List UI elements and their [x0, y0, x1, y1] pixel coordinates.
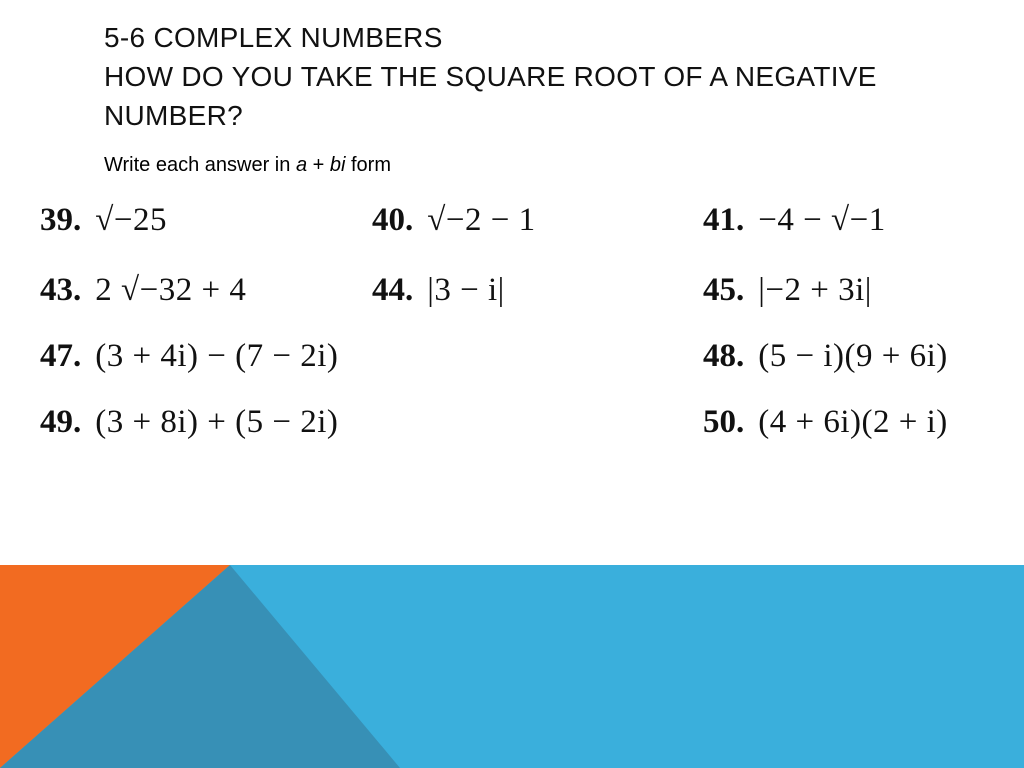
problem-number: 40. [372, 201, 414, 238]
problem-number: 49. [40, 403, 82, 440]
problem-45 [703, 270, 872, 310]
problem-number: 45. [703, 271, 745, 308]
problem-expression: |3 − i| [427, 271, 505, 308]
instruction-prefix: Write each answer in [104, 154, 296, 176]
title-line-1: 5-6 COMPLEX NUMBERS [104, 22, 443, 53]
problem-number: 50. [703, 403, 745, 440]
problem-number: 41. [703, 201, 745, 238]
problem-expression: √−2 − 1 [427, 201, 536, 238]
problem-expression: −4 − √−1 [758, 201, 886, 238]
problem-50 [703, 402, 948, 442]
problem-expression: 2 √−32 + 4 [95, 271, 247, 308]
problem-expression: |−2 + 3i| [758, 271, 872, 308]
decorative-footer [0, 565, 1024, 768]
problem-number: 43. [40, 271, 82, 308]
problem-number: 47. [40, 337, 82, 374]
instruction-text [104, 154, 391, 177]
problem-expression: (3 + 4i) − (7 − 2i) [95, 337, 339, 374]
problem-number: 39. [40, 201, 82, 238]
problem-expression: (4 + 6i)(2 + i) [758, 403, 948, 440]
problem-41 [703, 200, 886, 240]
problem-expression: √−25 [95, 201, 167, 238]
problem-expression: (3 + 8i) + (5 − 2i) [95, 403, 339, 440]
instruction-bi: bi [329, 154, 346, 176]
problem-40 [372, 200, 536, 240]
problem-49 [40, 402, 338, 442]
problem-48 [703, 336, 948, 376]
title-line-2: HOW DO YOU TAKE THE SQUARE ROOT OF A NEGATIVE NUMBER? [104, 61, 877, 131]
problem-number: 44. [372, 271, 414, 308]
problem-39 [40, 200, 167, 240]
problem-43 [40, 270, 246, 310]
instruction-a: a [295, 154, 308, 176]
instruction-suffix: form [345, 154, 391, 176]
problem-expression: (5 − i)(9 + 6i) [758, 337, 948, 374]
slide-title [104, 18, 984, 135]
instruction-plus: + [307, 154, 330, 176]
problem-47 [40, 336, 338, 376]
problem-number: 48. [703, 337, 745, 374]
problem-44 [372, 270, 505, 310]
